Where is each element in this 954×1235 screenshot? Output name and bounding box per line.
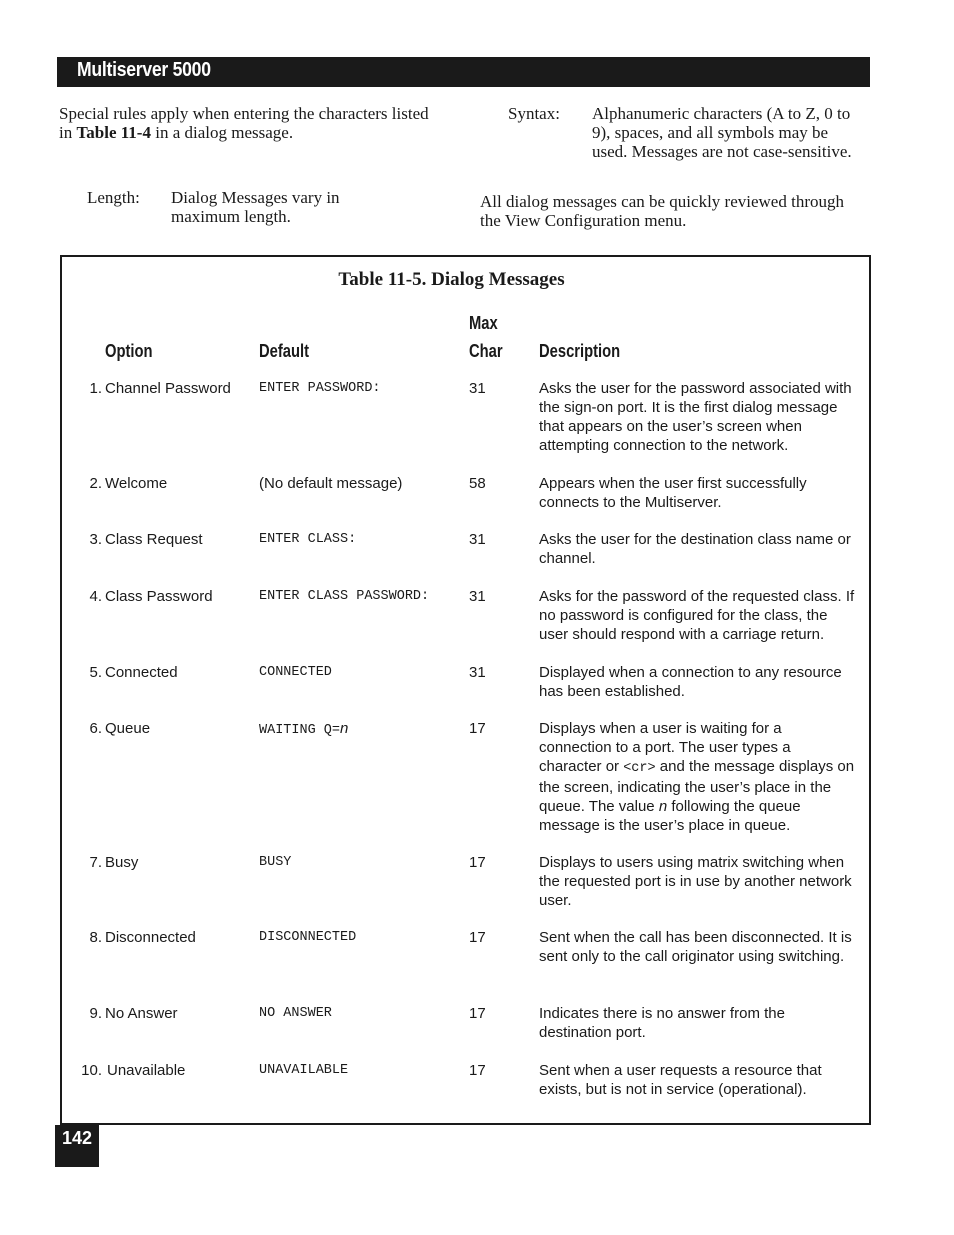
table-title: Table 11-5. Dialog Messages xyxy=(338,269,565,290)
row-description: Appears when the user first successfully connects to the Multiserver. xyxy=(539,475,807,511)
row-default: UNAVAILABLE xyxy=(259,1063,349,1078)
row-number: 8. xyxy=(89,929,102,946)
row-number: 1. xyxy=(89,380,102,397)
desc-part: and the message displays on the screen, indicating the user’s place in the queue. The value xyxy=(539,758,855,815)
row-option: Disconnected xyxy=(105,929,196,946)
table-row xyxy=(62,474,869,530)
row-max-char: 58 xyxy=(469,475,486,492)
row-option: Channel Password xyxy=(105,380,231,397)
intro-paragraph xyxy=(59,104,439,142)
row-description: Displayed when a connection to any resource has been established. xyxy=(539,664,842,700)
dialog-messages-table xyxy=(60,255,871,1125)
row-option: Class Password xyxy=(105,588,213,605)
row-description: Asks the user for the password associated with the sign-on port. It is the first dialog message that appears on the user’s screen when attempting connection to the network. xyxy=(539,380,852,454)
row-description: Sent when the call has been disconnected. It is sent only to the call originator using switching. xyxy=(539,929,852,965)
table-row xyxy=(62,719,869,853)
table-reference: Table 11-4 xyxy=(76,123,151,142)
column-header-option: Option xyxy=(105,341,153,361)
row-default-text: WAITING Q= xyxy=(259,723,341,738)
row-option: No Answer xyxy=(105,1005,178,1022)
row-number: 5. xyxy=(89,664,102,681)
row-description: Asks the user for the destination class name or channel. xyxy=(539,531,851,567)
column-header-default: Default xyxy=(259,341,310,361)
row-number: 3. xyxy=(89,531,102,548)
column-header-description: Description xyxy=(539,341,621,361)
table-row xyxy=(62,663,869,719)
desc-part: Displays when a user is waiting for a connection to a port. The user types a character or xyxy=(539,720,791,775)
row-max-char: 17 xyxy=(469,1062,486,1079)
row-number: 9. xyxy=(89,1005,102,1022)
row-description: Sent when a user requests a resource that exists, but is not in service (operational). xyxy=(539,1062,822,1098)
row-max-char: 31 xyxy=(469,531,486,548)
length-value: Dialog Messages vary in maximum length. xyxy=(171,188,340,226)
row-option: Welcome xyxy=(105,475,168,492)
row-description xyxy=(539,719,855,835)
row-max-char: 17 xyxy=(469,929,486,946)
row-default: NO ANSWER xyxy=(259,1006,332,1021)
row-option: Queue xyxy=(105,720,151,737)
length-label: Length: xyxy=(87,188,140,207)
row-option: Busy xyxy=(105,854,139,871)
column-header-max: Max xyxy=(469,313,498,333)
row-default: ENTER CLASS PASSWORD: xyxy=(259,589,430,604)
table-body xyxy=(62,379,869,1101)
row-default: (No default message) xyxy=(259,475,403,492)
intro-text-after: in a dialog message. xyxy=(150,123,294,142)
table-row xyxy=(62,853,869,928)
row-max-char: 17 xyxy=(469,720,486,737)
row-max-char: 17 xyxy=(469,1005,486,1022)
row-description: Indicates there is no answer from the destination port. xyxy=(539,1005,785,1041)
row-number: 10. xyxy=(81,1062,102,1079)
page-number: 142 xyxy=(55,1125,99,1167)
header-title: Multiserver 5000 xyxy=(77,59,211,81)
review-note: All dialog messages can be quickly reviewed through the View Configuration menu. xyxy=(480,192,844,230)
table-row xyxy=(62,1061,869,1101)
row-max-char: 17 xyxy=(469,854,486,871)
row-number: 6. xyxy=(89,720,102,737)
row-default: ENTER CLASS: xyxy=(259,532,357,547)
intro-text-before: Special rules apply when entering the characters listed in xyxy=(59,104,429,142)
row-default: ENTER PASSWORD: xyxy=(259,381,381,396)
row-number: 7. xyxy=(89,854,102,871)
row-option: Connected xyxy=(105,664,178,681)
row-default: BUSY xyxy=(259,855,292,870)
desc-variable: n xyxy=(658,798,668,815)
row-option: Unavailable xyxy=(107,1062,186,1079)
row-number: 4. xyxy=(89,588,102,605)
row-description: Asks for the password of the requested class. If no password is configured for the class, the user should respond with a carriage return. xyxy=(539,588,855,643)
row-default: CONNECTED xyxy=(259,665,332,680)
column-header-char: Char xyxy=(469,341,503,361)
row-option: Class Request xyxy=(105,531,203,548)
row-description: Displays to users using matrix switching when the requested port is in use by another network user. xyxy=(539,854,852,909)
row-max-char: 31 xyxy=(469,380,486,397)
row-default: DISCONNECTED xyxy=(259,930,357,945)
running-header xyxy=(57,57,870,87)
table-row xyxy=(62,530,869,587)
row-default xyxy=(259,719,348,740)
table-row xyxy=(62,928,869,1004)
row-number: 2. xyxy=(89,475,102,492)
table-row xyxy=(62,1004,869,1061)
syntax-value: Alphanumeric characters (A to Z, 0 to 9), spaces, and all symbols may be used. Messages are not case-sensitive. xyxy=(592,104,852,161)
table-row xyxy=(62,587,869,663)
row-default-variable: n xyxy=(340,720,349,737)
table-row xyxy=(62,379,869,474)
desc-part: following the queue message is the user’s place in queue. xyxy=(539,798,801,834)
row-max-char: 31 xyxy=(469,588,486,605)
syntax-label: Syntax: xyxy=(508,104,560,123)
desc-code: <cr> xyxy=(623,761,656,776)
row-max-char: 31 xyxy=(469,664,486,681)
